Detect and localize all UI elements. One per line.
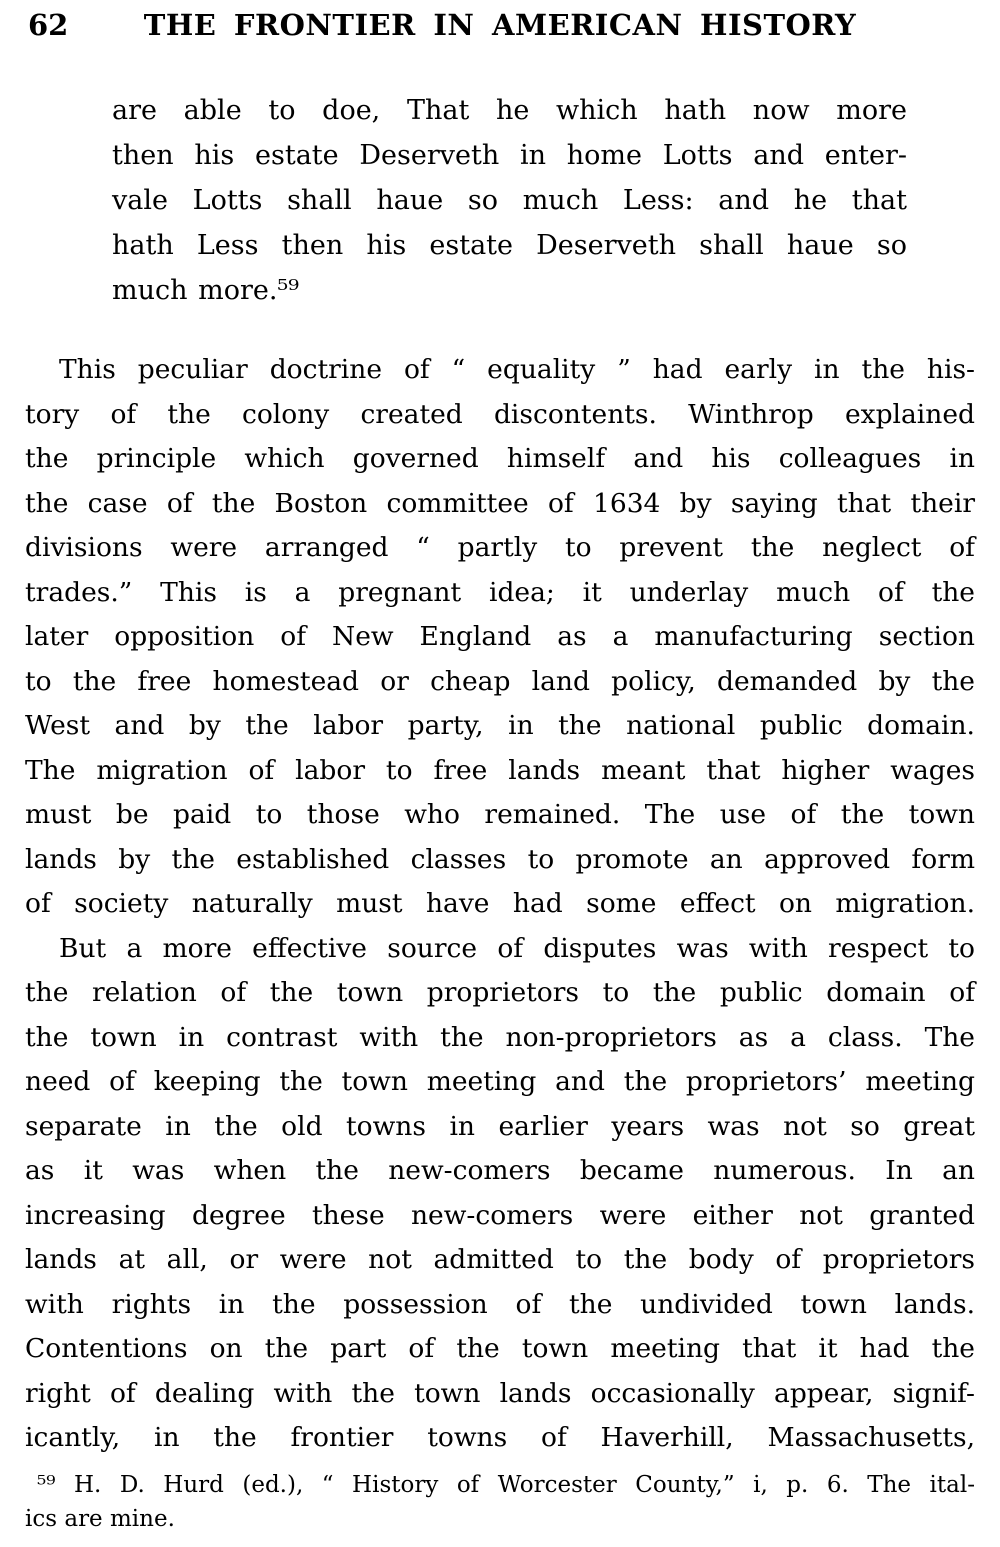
page-header: [0, 8, 1000, 48]
text-line: increasing degree these new-comers were either not granted: [25, 1199, 975, 1231]
text-line: of society naturally must have had some effect on migration.: [25, 888, 975, 919]
text-line: must be paid to those who remained. The use of the town: [25, 799, 975, 830]
body-text: [25, 348, 975, 1461]
text-line: separate in the old towns in earlier years was not so great: [25, 1110, 975, 1142]
text-line: hath Less then his estate Deserveth shall haue so: [112, 230, 907, 261]
text-line: trades.” This is a pregnant idea; it underlay much of the: [25, 576, 975, 608]
paragraph: [25, 927, 975, 1461]
running-title: THE FRONTIER IN AMERICAN HISTORY: [143, 8, 857, 42]
text-line: West and by the labor party, in the national public domain.: [25, 710, 975, 741]
text-line: then his estate Deserveth in home Lotts and enter-: [112, 140, 907, 171]
text-line: right of dealing with the town lands occasionally appear, signif-: [25, 1377, 975, 1409]
block-quote: [112, 88, 907, 313]
text-line: divisions were arranged “ partly to prevent the neglect of: [25, 532, 975, 563]
text-line: The migration of labor to free lands meant that higher wages: [25, 754, 975, 786]
text-line: icantly, in the frontier towns of Haverhill, Massachusetts,: [25, 1422, 975, 1453]
text-line: the town in contrast with the non-proprietors as a class. The: [25, 1021, 975, 1053]
text-line: Contentions on the part of the town meeting that it had the: [25, 1333, 975, 1364]
text-line: as it was when the new-comers became numerous. In an: [25, 1155, 975, 1186]
text-line: ⁵⁹ H. D. Hurd (ed.), “ History of Worcester County,” i, p. 6. The ital-: [37, 1472, 975, 1498]
text-line: lands by the established classes to promote an approved form: [25, 843, 975, 875]
text-line: ics are mine.: [25, 1506, 175, 1532]
text-line: the principle which governed himself and his colleagues in: [25, 443, 975, 474]
text-line: later opposition of New England as a manufacturing section: [25, 621, 975, 652]
text-line: the relation of the town proprietors to the public domain of: [25, 977, 975, 1008]
text-line: This peculiar doctrine of “ equality ” had early in the his-: [59, 354, 975, 385]
page-number: 62: [28, 8, 69, 42]
text-line: But a more effective source of disputes was with respect to: [59, 932, 975, 964]
footnote: [25, 1468, 975, 1536]
paragraph: [25, 348, 975, 927]
text-line: are able to doe, That he which hath now more: [112, 95, 907, 126]
text-line: with rights in the possession of the undivided town lands.: [25, 1288, 975, 1320]
text-line: to the free homestead or cheap land policy, demanded by the: [25, 665, 975, 697]
text-line: tory of the colony created discontents. Winthrop explained: [25, 398, 975, 430]
text-line: much more.⁵⁹: [112, 275, 300, 306]
text-line: need of keeping the town meeting and the proprietors’ meeting: [25, 1066, 975, 1097]
text-line: the case of the Boston committee of 1634 by saying that their: [25, 487, 975, 519]
text-line: vale Lotts shall haue so much Less: and he that: [112, 185, 907, 216]
text-line: lands at all, or were not admitted to the body of proprietors: [25, 1244, 975, 1275]
